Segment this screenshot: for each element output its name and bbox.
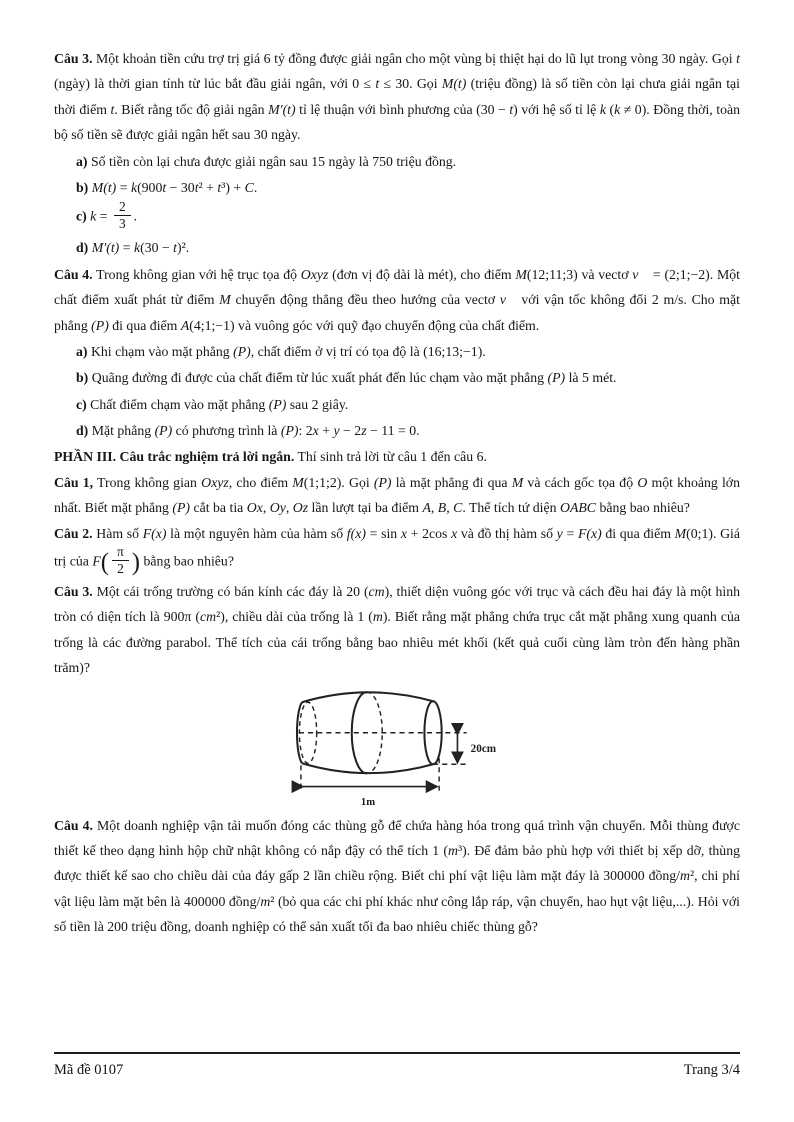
part2-q3-statement-d: d) M′(t) = k(30 − t)². — [76, 240, 190, 256]
part2-q3-statement-b: b) M(t) = k(900t − 30t² + t³) + C. — [76, 179, 258, 195]
part2-q4-statement-b: b) Quãng đường đi được của chất điểm từ lúc xuất phát đến lúc chạm vào mặt phẳng (P) là 5 mét. — [76, 370, 617, 386]
figure-diameter-label: 20cm — [470, 742, 497, 755]
part3-q4-question: Câu 4. Một doanh nghiệp vận tải muốn đóng các thùng gỗ để chứa hàng hóa trong quá trình vận chuyển. Mỗi thùng được thiết kế theo dạng hình hộp chữ nhật không có nắp đậy có thể tích 1 (m³). Để đảm bảo phù hợp với thiết bị xếp dỡ, thùng được thiết kế sao cho chiều dài của đáy gấp 2 lần chiều rộng. Biết chi phí vật liệu làm mặt đáy là 300000 đồng/m², chi phí vật liệu làm mặt bên là 400000 đồng/m² (bỏ qua các chi phí khác như công lắp ráp, vận chuyển, hao hụt vật liệu,...). Hỏi với số tiền là 200 triệu đồng, doanh nghiệp có thể sản xuất tối đa bao nhiêu chiếc thùng gỗ? — [54, 817, 740, 934]
part3-q3-question: Câu 3. Một cái trống trường có bán kính các đáy là 20 (cm), thiết diện vuông góc với trục và cách đều hai đáy là một hình tròn có diện tích là 900π (cm²), chiều dài của trống là 1 (m). Biết rằng mặt phẳng chứa trục cắt mặt phẳng xung quanh của trống là các đường parabol. Thể tích của cái trống bằng bao nhiêu mét khối (kết quả cuối cùng làm tròn đến hàng phần trăm)? — [54, 584, 740, 676]
exam-code: Mã đề 0107 — [54, 1062, 124, 1078]
page-number: Trang 3/4 — [683, 1062, 740, 1078]
part2-q4-statement-c: c) Chất điểm chạm vào mặt phẳng (P) sau 2 giây. — [76, 396, 349, 412]
part2-q3-statement-c: c) k = $\frac{2}{3}$ . — [76, 199, 138, 232]
part2-q3-question: Câu 3. Một khoản tiền cứu trợ trị giá 6 tỷ đồng được giải ngân cho một vùng bị thiệt hại do lũ lụt trong vòng 30 ngày. Gọi t (ngày) là thời gian tính từ lúc bắt đầu giải ngân, với 0 ≤ t ≤ 30. Gọi M(t) (triệu đồng) là số tiền còn lại chưa giải ngân tại thời điểm t. Biết rằng tốc độ giải ngân M′(t) tỉ lệ thuận với bình phương của (30 − t) với hệ số tỉ lệ k (k ≠ 0). Đồng thời, toàn bộ số tiền sẽ được giải ngân hết sau 30 ngày. — [54, 51, 741, 143]
part2-q4-statement-d: d) Mặt phẳng (P) có phương trình là (P): 2x + y − 2z − 11 = 0. — [76, 423, 420, 438]
part3-header: PHẦN III. Câu trắc nghiệm trả lời ngắn. Thí sinh trả lời từ câu 1 đến câu 6. — [54, 449, 487, 465]
page-footer — [54, 1052, 740, 1084]
figure-length-label: 1m — [360, 795, 376, 808]
part3-q1-question: Câu 1, Trong không gian Oxyz, cho điểm M(1;1;2). Gọi (P) là mặt phẳng đi qua M và cách gốc tọa độ O một khoảng lớn nhất. Biết mặt phẳng (P) cắt ba tia Ox, Oy, Oz lần lượt tại ba điểm A, B, C. Thể tích tứ diện OABC bằng bao nhiêu? — [54, 474, 740, 516]
part2-q4-statement-a: a) Khi chạm vào mặt phẳng (P), chất điểm ở vị trí có tọa độ là (16;13;−1). — [76, 343, 486, 359]
part2-q3-statement-a: a) Số tiền còn lại chưa được giải ngân sau 15 ngày là 750 triệu đồng. — [76, 153, 457, 169]
part2-q4-question: Câu 4. Trong không gian với hệ trục tọa độ Oxyz (đơn vị độ dài là mét), cho điểm M(12;11;3) và vectơ v⃗ = (2;1;−2). Một chất điểm xuất phát từ điểm M chuyển động thẳng đều theo hướng của vectơ v⃗ với vận tốc không đổi 2 m/s. Cho mặt phẳng (P) đi qua điểm A(4;1;−1) và vuông góc với quỹ đạo chuyển động của chất điểm. — [54, 266, 740, 333]
drum-figure — [284, 687, 514, 811]
part3-q2-question: Câu 2. Hàm số F(x) là một nguyên hàm của hàm số f(x) = sin x + 2cos x và đồ thị hàm số y = F(x) đi qua điểm M(0;1). Giá trị của F( $\frac{\pi}{2}$ ) bằng bao nhiêu? — [54, 525, 740, 577]
